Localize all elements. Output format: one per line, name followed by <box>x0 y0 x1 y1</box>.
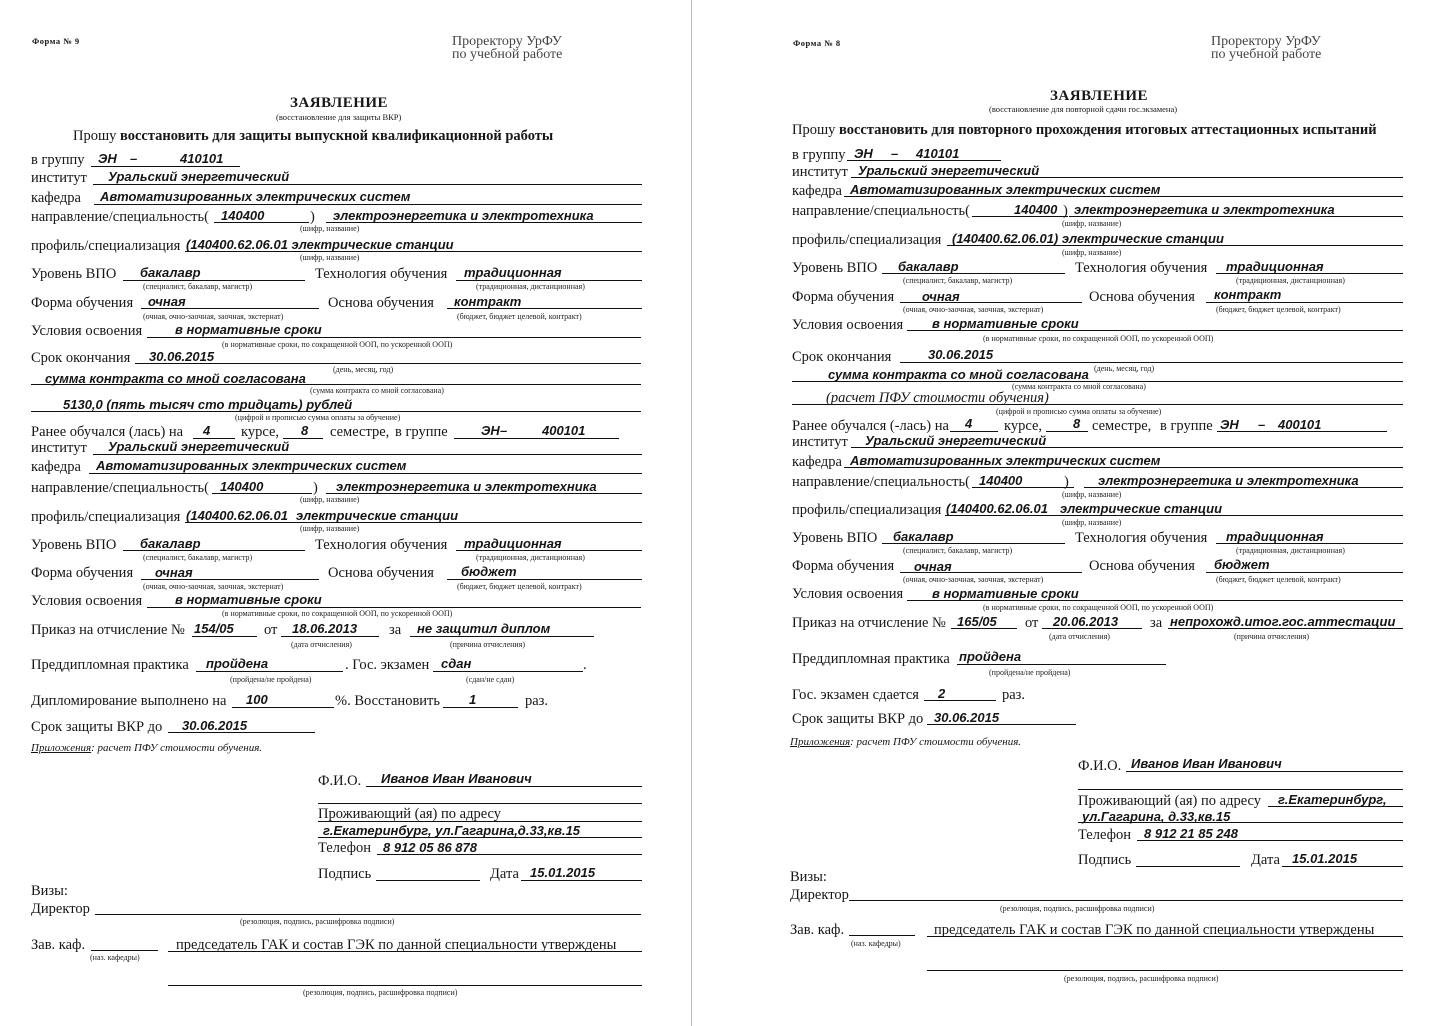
address-line-1 <box>318 821 642 822</box>
prev-basis-label: Основа обучения <box>1089 558 1195 574</box>
course-label: курсе, <box>241 424 280 440</box>
prev-direction-label: направление/специальность( <box>31 480 209 496</box>
direction-caption: (шифр, название) <box>1062 219 1122 228</box>
form-number: Форма № 9 <box>32 36 80 46</box>
prev-profile-code-value: (140400.62.06.01 <box>186 508 288 523</box>
semester-label: семестре, <box>1092 418 1152 434</box>
practice-line <box>196 671 343 672</box>
prev-department-value: Автоматизированных электрических систем <box>850 453 1161 468</box>
prev-basis-value: бюджет <box>461 564 517 579</box>
expulsion-order-label: Приказ на отчисление № <box>792 615 946 631</box>
contract-value: сумма контракта со мной согласована <box>828 367 1089 382</box>
prev-form-label: Форма обучения <box>792 558 895 574</box>
study-form-caption: (очная, очно-заочная, заочная, экстернат) <box>903 305 1044 314</box>
attachments-note: Приложения: расчет ПФУ стоимости обучения. <box>790 736 1022 748</box>
department-value: Автоматизированных электрических систем <box>100 189 411 204</box>
expulsion-date-caption: (дата отчисления) <box>1049 632 1110 641</box>
director-caption: (резолюция, подпись, расшифровка подписи) <box>240 917 395 926</box>
practice-label: Преддипломная практика <box>792 651 950 667</box>
study-basis-value: контракт <box>454 294 522 309</box>
department-value: Автоматизированных электрических систем <box>850 182 1161 197</box>
defense-deadline-label: Срок защиты ВКР до <box>792 711 924 727</box>
prev-level-caption: (специалист, бакалавр, магистр) <box>903 546 1013 555</box>
order-date-value: 18.06.2013 <box>292 621 358 636</box>
level-label: Уровень ВПО <box>31 266 117 282</box>
prev-basis-line <box>447 579 642 580</box>
prev-basis-caption: (бюджет, бюджет целевой, контракт) <box>1216 575 1341 584</box>
direction-label: направление/специальность( <box>31 209 209 225</box>
prev-direction-caption: (шифр, название) <box>1062 490 1122 499</box>
technology-caption: (традиционная, дистанционная) <box>476 282 585 291</box>
end-date-caption: (день, месяц, год) <box>333 365 394 374</box>
institute-label: институт <box>31 170 87 186</box>
prev-level-label: Уровень ВПО <box>31 537 117 553</box>
prev-profile-caption: (шифр, название) <box>1062 518 1122 527</box>
page-subtitle: (восстановление для повторной сдачи гос.экзамена) <box>989 104 1178 114</box>
prev-group-value: 400101 <box>542 423 586 438</box>
order-no-line <box>192 636 257 637</box>
group-label: в группу <box>792 147 846 163</box>
director-label: Директор <box>790 887 849 903</box>
end-date-line <box>900 362 1403 363</box>
resolution-line <box>927 970 1403 971</box>
department-line <box>94 204 642 205</box>
chairman-note: председатель ГАК и состав ГЭК по данной специальности утверждены <box>934 922 1375 938</box>
prev-institute-label: институт <box>792 434 848 450</box>
study-basis-caption: (бюджет, бюджет целевой, контракт) <box>457 312 582 321</box>
prev-direction-close-paren: ) <box>313 480 318 496</box>
director-line <box>95 914 641 915</box>
prev-semester-line <box>1046 431 1088 432</box>
prev-technology-value: традиционная <box>1226 529 1324 544</box>
sign-date-value: 15.01.2015 <box>1292 851 1358 866</box>
prev-conditions-label: Условия освоения <box>31 593 143 609</box>
diploma-done-label: Дипломирование выполнено на <box>31 693 227 709</box>
director-line <box>849 900 1403 901</box>
prev-group-dash: – <box>1258 417 1266 432</box>
sum-caption: (цифрой и прописью сумма оплаты за обучение) <box>235 413 401 422</box>
study-basis-label: Основа обучения <box>328 295 434 311</box>
profile-value: (140400.62.06.01) электрические станции <box>952 231 1224 246</box>
prev-technology-label: Технология обучения <box>315 537 448 553</box>
diploma-percent-line <box>232 707 334 708</box>
prev-institute-value: Уральский энергетический <box>865 433 1047 448</box>
defense-date-value: 30.06.2015 <box>182 718 248 733</box>
prev-conditions-caption: (в нормативные сроки, по сокращенной ООП, по ускоренной ООП) <box>983 603 1214 612</box>
expulsion-date-caption: (дата отчисления) <box>291 640 352 649</box>
prev-course-line <box>950 431 998 432</box>
level-value: бакалавр <box>140 265 201 280</box>
addressee-line1: Проректору УрФУ <box>452 34 562 49</box>
times-label: раз. <box>525 693 549 709</box>
group-dash: – <box>891 146 899 161</box>
form-number: Форма № 8 <box>793 38 841 48</box>
restore-times-value: 1 <box>469 692 477 707</box>
sign-date-value: 15.01.2015 <box>530 865 596 880</box>
addressee-line2: по учебной работе <box>1211 47 1322 62</box>
profile-value: (140400.62.06.01 электрические станции <box>186 237 454 252</box>
order-from-label: от <box>264 622 278 638</box>
direction-close-paren: ) <box>310 209 315 225</box>
dept-name-caption: (наз. кафедры) <box>90 953 140 962</box>
group-prefix-value: ЭН <box>854 146 873 161</box>
course-label: курсе, <box>1004 418 1043 434</box>
technology-value: традиционная <box>1226 259 1324 274</box>
order-for-label: за <box>1150 615 1163 631</box>
institute-value: Уральский энергетический <box>108 169 290 184</box>
form-8-page <box>694 0 1429 1026</box>
group-dash: – <box>130 151 138 166</box>
order-date-value: 20.06.2013 <box>1053 614 1119 629</box>
conditions-label: Условия освоения <box>31 323 143 339</box>
expulsion-order-label: Приказ на отчисление № <box>31 622 185 638</box>
addressee-line2: по учебной работе <box>452 47 563 62</box>
group-prefix-value: ЭН <box>98 151 117 166</box>
resolution-caption: (резолюция, подпись, расшифровка подписи) <box>1064 974 1219 983</box>
profile-label: профиль/специализация <box>792 232 942 248</box>
group-value: 410101 <box>916 146 960 161</box>
technology-label: Технология обучения <box>1075 260 1208 276</box>
signature-label: Подпись <box>318 866 372 882</box>
restore-times-line <box>443 707 518 708</box>
direction-name-value: электроэнергетика и электротехника <box>333 208 594 223</box>
prev-institute-value: Уральский энергетический <box>108 439 290 454</box>
prev-basis-caption: (бюджет, бюджет целевой, контракт) <box>457 582 582 591</box>
prev-level-value: бакалавр <box>893 529 954 544</box>
institute-label: институт <box>792 164 848 180</box>
study-basis-label: Основа обучения <box>1089 289 1195 305</box>
defense-date-value: 30.06.2015 <box>934 710 1000 725</box>
prev-technology-value: традиционная <box>464 536 562 551</box>
prev-profile-caption: (шифр, название) <box>300 524 360 533</box>
chairman-note-line <box>927 936 1403 937</box>
expulsion-reason-caption: (причина отчисления) <box>1234 632 1310 641</box>
prev-conditions-value: в нормативные сроки <box>175 592 322 607</box>
technology-value: традиционная <box>464 265 562 280</box>
profile-caption: (шифр, название) <box>1062 248 1122 257</box>
prev-profile-label: профиль/специализация <box>31 509 181 525</box>
conditions-caption: (в нормативные сроки, по сокращенной ООП, по ускоренной ООП) <box>222 340 453 349</box>
order-no-value: 165/05 <box>957 614 997 629</box>
prev-course-value: 4 <box>203 423 211 438</box>
profile-label: профиль/специализация <box>31 238 181 254</box>
level-caption: (специалист, бакалавр, магистр) <box>143 282 253 291</box>
level-label: Уровень ВПО <box>792 260 878 276</box>
prev-conditions-line <box>147 607 641 608</box>
page-title: ЗАЯВЛЕНИЕ <box>290 95 389 111</box>
prev-group-prefix: ЭН <box>1220 417 1239 432</box>
address-value: г.Екатеринбург, ул.Гагарина,д.33,кв.15 <box>323 823 581 838</box>
director-caption: (резолюция, подпись, расшифровка подписи) <box>1000 904 1155 913</box>
practice-caption: (пройдена/не пройдена) <box>989 668 1071 677</box>
order-for-label: за <box>389 622 402 638</box>
director-label: Директор <box>31 901 90 917</box>
restore-label: %. Восстановить <box>335 693 440 709</box>
prev-group-value: 400101 <box>1278 417 1322 432</box>
prev-direction-code-value: 140400 <box>979 473 1023 488</box>
expulsion-reason-caption: (причина отчисления) <box>450 640 526 649</box>
phone-label: Телефон <box>318 840 371 856</box>
prev-form-value: очная <box>914 559 952 574</box>
prev-conditions-label: Условия освоения <box>792 586 904 602</box>
head-dept-label: Зав. каф. <box>790 922 845 938</box>
prev-direction-name-value: электроэнергетика и электротехника <box>336 479 597 494</box>
order-date-line <box>281 636 379 637</box>
practice-line <box>957 664 1166 665</box>
end-date-value: 30.06.2015 <box>928 347 994 362</box>
contract-caption: (сумма контракта со мной согласована) <box>1012 382 1146 391</box>
address-label: Проживающий (ая) по адресу <box>318 806 501 822</box>
prev-technology-label: Технология обучения <box>1075 530 1208 546</box>
form-9-page <box>0 0 692 1026</box>
contract-caption: (сумма контракта со мной согласована) <box>310 386 444 395</box>
sum-caption: (цифрой и прописью сумма оплаты за обучение) <box>996 407 1162 416</box>
visas-label: Визы: <box>790 869 827 885</box>
prev-technology-caption: (традиционная, дистанционная) <box>476 553 585 562</box>
technology-line <box>456 280 642 281</box>
exam-caption: (сдан/не сдан) <box>466 675 515 684</box>
phone-value: 8 912 05 86 878 <box>383 840 477 855</box>
group-value: 410101 <box>180 151 224 166</box>
date-label: Дата <box>490 866 519 882</box>
conditions-caption: (в нормативные сроки, по сокращенной ООП, по ускоренной ООП) <box>983 334 1214 343</box>
prev-technology-caption: (традиционная, дистанционная) <box>1236 546 1345 555</box>
prev-form-caption: (очная, очно-заочная, заочная, экстернат) <box>903 575 1044 584</box>
prev-studied-label: Ранее обучался (-лась) на <box>792 418 949 434</box>
chairman-note: председатель ГАК и состав ГЭК по данной специальности утверждены <box>176 937 617 953</box>
resolution-caption: (резолюция, подпись, расшифровка подписи) <box>303 988 458 997</box>
prev-basis-line <box>1206 572 1403 573</box>
exam-value: сдан <box>441 656 472 671</box>
group-line <box>91 166 240 167</box>
prev-department-label: кафедра <box>31 459 81 475</box>
prev-semester-value: 8 <box>301 423 309 438</box>
prev-direction-caption: (шифр, название) <box>300 495 360 504</box>
signature-line <box>376 880 480 881</box>
technology-caption: (традиционная, дистанционная) <box>1236 276 1345 285</box>
prev-group-line <box>454 438 619 439</box>
signature-line <box>1136 866 1240 867</box>
prev-conditions-value: в нормативные сроки <box>932 586 1079 601</box>
in-group-label: в группе <box>395 424 448 440</box>
exam-line <box>433 671 583 672</box>
chairman-note-line <box>168 951 642 952</box>
prev-level-caption: (специалист, бакалавр, магистр) <box>143 553 253 562</box>
technology-label: Технология обучения <box>315 266 448 282</box>
diploma-percent-value: 100 <box>246 692 268 707</box>
order-no-value: 154/05 <box>194 621 234 636</box>
attachments-note: Приложения: расчет ПФУ стоимости обучения. <box>31 742 263 754</box>
fio-label: Ф.И.О. <box>1078 758 1122 774</box>
address-value-line2: ул.Гагарина, д.33,кв.15 <box>1082 809 1231 824</box>
study-basis-caption: (бюджет, бюджет целевой, контракт) <box>1216 305 1341 314</box>
prev-profile-code-value: (140400.62.06.01 <box>946 501 1048 516</box>
fio-line <box>1126 771 1403 772</box>
times-label: раз. <box>1002 687 1026 703</box>
direction-name-value: электроэнергетика и электротехника <box>1074 202 1335 217</box>
practice-value: пройдена <box>206 656 269 671</box>
study-form-caption: (очная, очно-заочная, заочная, экстернат) <box>143 312 284 321</box>
page-subtitle: (восстановление для защиты ВКР) <box>276 112 402 122</box>
study-form-value: очная <box>148 294 186 309</box>
phone-label: Телефон <box>1078 827 1131 843</box>
end-date-value: 30.06.2015 <box>149 349 215 364</box>
state-exam-label: . Гос. экзамен <box>345 657 430 673</box>
contract-value: сумма контракта со мной согласована <box>45 371 306 386</box>
in-group-label: в группе <box>1160 418 1213 434</box>
address-label: Проживающий (ая) по адресу <box>1078 793 1261 809</box>
conditions-value: в нормативные сроки <box>175 322 322 337</box>
phone-value: 8 912 21 85 248 <box>1144 826 1238 841</box>
department-label: кафедра <box>792 183 842 199</box>
prev-direction-code-value: 140400 <box>220 479 264 494</box>
sign-date-line <box>521 880 642 881</box>
direction-code-value: 140400 <box>1014 202 1058 217</box>
prev-basis-label: Основа обучения <box>328 565 434 581</box>
institute-value: Уральский энергетический <box>858 163 1040 178</box>
prev-profile-name-value: электрические станции <box>296 508 459 523</box>
head-dept-line <box>91 950 158 951</box>
address-line-2 <box>318 837 642 838</box>
direction-close-paren: ) <box>1063 203 1068 219</box>
prev-form-value: очная <box>155 565 193 580</box>
prev-direction-close-paren: ) <box>1064 474 1069 490</box>
prev-course-value: 4 <box>965 416 973 431</box>
visas-label: Визы: <box>31 883 68 899</box>
institute-line <box>93 184 642 185</box>
prev-department-value: Автоматизированных электрических систем <box>96 458 407 473</box>
study-form-value: очная <box>922 289 960 304</box>
request-text: Прошу восстановить для защиты выпускной квалификационной работы <box>73 128 554 144</box>
prev-conditions-caption: (в нормативные сроки, по сокращенной ООП, по ускоренной ООП) <box>222 609 453 618</box>
exam-times-value: 2 <box>938 686 946 701</box>
practice-value: пройдена <box>959 649 1022 664</box>
prev-form-label: Форма обучения <box>31 565 134 581</box>
direction-label: направление/специальность( <box>792 203 970 219</box>
end-date-label: Срок окончания <box>31 350 131 366</box>
prev-direction-label: направление/специальность( <box>792 474 970 490</box>
prev-group-prefix: ЭН <box>481 423 500 438</box>
state-exam-label: Гос. экзамен сдается <box>792 687 919 703</box>
practice-caption: (пройдена/не пройдена) <box>230 675 312 684</box>
study-basis-line <box>1206 302 1403 303</box>
exam-times-line <box>924 700 996 701</box>
prev-department-label: кафедра <box>792 454 842 470</box>
prev-profile-name-value: электрические станции <box>1060 501 1223 516</box>
signature-label: Подпись <box>1078 852 1132 868</box>
head-dept-line <box>849 935 915 936</box>
study-form-label: Форма обучения <box>792 289 895 305</box>
study-form-label: Форма обучения <box>31 295 134 311</box>
conditions-label: Условия освоения <box>792 317 904 333</box>
level-line <box>123 280 305 281</box>
prev-level-value: бакалавр <box>140 536 201 551</box>
semester-label: семестре, <box>330 424 390 440</box>
conditions-value: в нормативные сроки <box>932 316 1079 331</box>
fio-value: Иванов Иван Иванович <box>1131 756 1282 771</box>
fio-line <box>366 786 642 787</box>
prev-studied-label: Ранее обучался (лась) на <box>31 424 184 440</box>
prev-semester-value: 8 <box>1073 416 1081 431</box>
prev-direction-name-value: электроэнергетика и электротехника <box>1098 473 1359 488</box>
department-label: кафедра <box>31 190 81 206</box>
reason-value: не защитил диплом <box>417 621 551 636</box>
study-basis-value: контракт <box>1214 287 1282 302</box>
resolution-line <box>168 985 642 986</box>
address-value-line1: г.Екатеринбург, <box>1278 792 1387 807</box>
profile-caption: (шифр, название) <box>300 253 360 262</box>
reason-line <box>410 636 594 637</box>
addressee-line1: Проректору УрФУ <box>1211 34 1321 49</box>
fio-value: Иванов Иван Иванович <box>381 771 532 786</box>
level-caption: (специалист, бакалавр, магистр) <box>903 276 1013 285</box>
sum-value: 5130,0 (пять тысяч сто тридцать) рублей <box>63 397 353 412</box>
prev-profile-label: профиль/специализация <box>792 502 942 518</box>
sum-value: (расчет ПФУ стоимости обучения) <box>826 390 1049 406</box>
fio-extra-line <box>318 803 642 804</box>
group-label: в группу <box>31 152 85 168</box>
dept-name-caption: (наз. кафедры) <box>851 939 901 948</box>
prev-form-caption: (очная, очно-заочная, заочная, экстернат) <box>143 582 284 591</box>
practice-label: Преддипломная практика <box>31 657 189 673</box>
prev-level-label: Уровень ВПО <box>792 530 878 546</box>
end-date-caption: (день, месяц, год) <box>1094 364 1155 373</box>
fio-label: Ф.И.О. <box>318 773 362 789</box>
request-text: Прошу восстановить для повторного прохождения итоговых аттестационных испытаний <box>792 122 1377 138</box>
defense-deadline-label: Срок защиты ВКР до <box>31 719 163 735</box>
prev-group-dash: – <box>500 423 508 438</box>
direction-code-value: 140400 <box>221 208 265 223</box>
fio-extra-line <box>1078 789 1403 790</box>
level-value: бакалавр <box>898 259 959 274</box>
order-from-label: от <box>1025 615 1039 631</box>
reason-value: непрохожд.итог.гос.аттестации <box>1170 614 1396 629</box>
prev-basis-value: бюджет <box>1214 557 1270 572</box>
prev-institute-line <box>93 454 642 455</box>
exam-period: . <box>583 657 587 673</box>
conditions-line <box>147 337 641 338</box>
date-label: Дата <box>1251 852 1280 868</box>
direction-caption: (шифр, название) <box>300 224 360 233</box>
head-dept-label: Зав. каф. <box>31 937 86 953</box>
prev-institute-label: институт <box>31 440 87 456</box>
prev-department-line <box>89 473 642 474</box>
end-date-label: Срок окончания <box>792 349 892 365</box>
sign-date-line <box>1282 866 1403 867</box>
page-title: ЗАЯВЛЕНИЕ <box>1050 88 1149 104</box>
